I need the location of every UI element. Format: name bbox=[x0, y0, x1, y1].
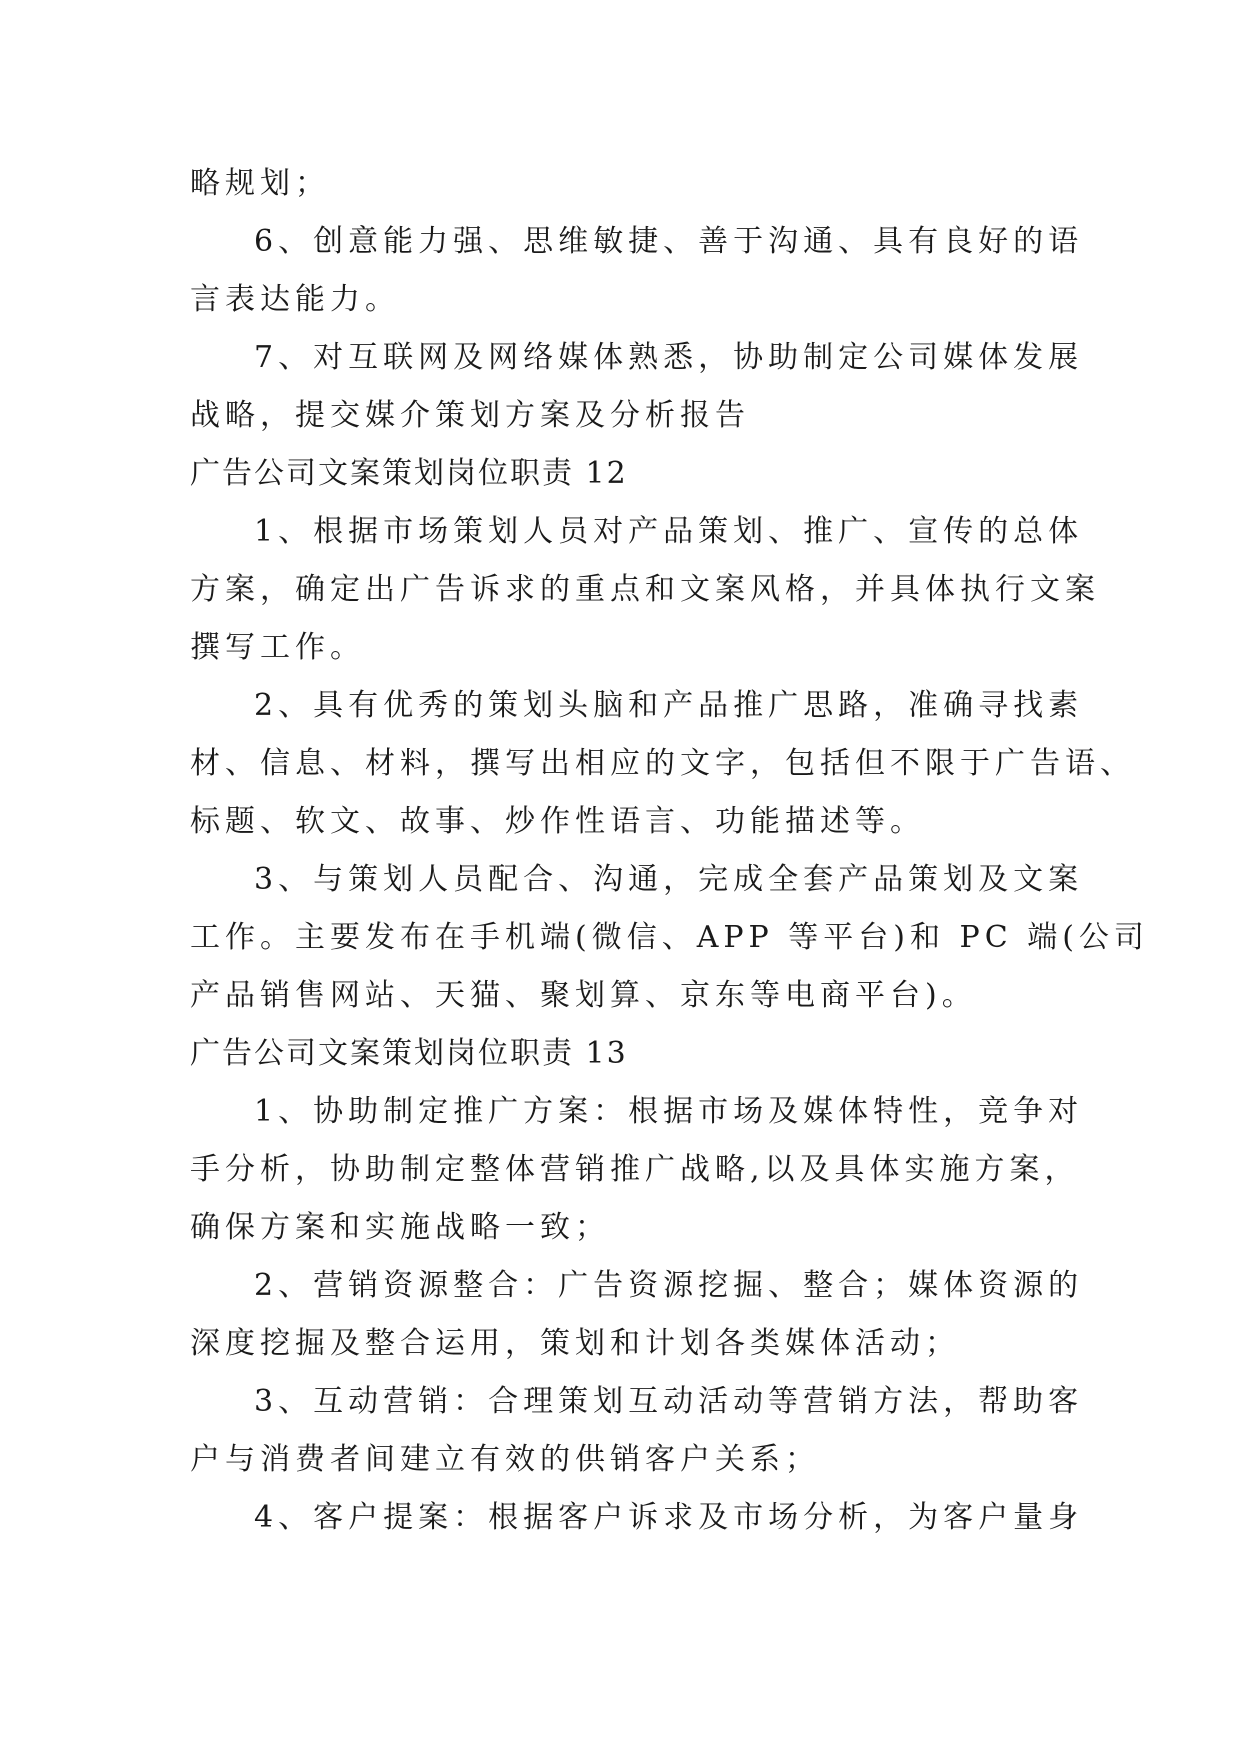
paragraph-line: 言表达能力。 bbox=[190, 282, 400, 317]
document-body bbox=[190, 155, 1149, 1547]
paragraph-line: 撰写工作。 bbox=[190, 630, 365, 665]
paragraph-line: 略规划； bbox=[190, 166, 330, 201]
paragraph-line: 手分析，协助制定整体营销推广战略,以及具体实施方案， bbox=[190, 1152, 1080, 1187]
paragraph-line: 确保方案和实施战略一致； bbox=[190, 1210, 610, 1245]
section-heading: 广告公司文案策划岗位职责 13 bbox=[190, 1036, 628, 1071]
list-item-line: 1、协助制定推广方案：根据市场及媒体特性，竞争对 bbox=[254, 1094, 1084, 1129]
paragraph-line: 标题、软文、故事、炒作性语言、功能描述等。 bbox=[190, 804, 925, 839]
list-item-line: 3、与策划人员配合、沟通，完成全套产品策划及文案 bbox=[254, 862, 1084, 897]
list-item-line: 4、客户提案：根据客户诉求及市场分析，为客户量身 bbox=[254, 1500, 1084, 1535]
paragraph-line: 产品销售网站、天猫、聚划算、京东等电商平台)。 bbox=[190, 978, 977, 1013]
list-item-line: 2、营销资源整合：广告资源挖掘、整合；媒体资源的 bbox=[254, 1268, 1084, 1303]
paragraph-line: 方案，确定出广告诉求的重点和文案风格，并具体执行文案 bbox=[190, 572, 1100, 607]
paragraph-line: 深度挖掘及整合运用，策划和计划各类媒体活动； bbox=[190, 1326, 960, 1361]
paragraph-line: 户与消费者间建立有效的供销客户关系； bbox=[190, 1442, 820, 1477]
paragraph-line: 材、信息、材料，撰写出相应的文字，包括但不限于广告语、 bbox=[190, 746, 1135, 781]
section-heading: 广告公司文案策划岗位职责 12 bbox=[190, 456, 628, 491]
list-item-line: 3、互动营销：合理策划互动活动等营销方法，帮助客 bbox=[254, 1384, 1084, 1419]
list-item-line: 2、具有优秀的策划头脑和产品推广思路，准确寻找素 bbox=[254, 688, 1084, 723]
list-item-line: 1、根据市场策划人员对产品策划、推广、宣传的总体 bbox=[254, 514, 1084, 549]
list-item-line: 6、创意能力强、思维敏捷、善于沟通、具有良好的语 bbox=[254, 224, 1084, 259]
paragraph-line: 工作。主要发布在手机端(微信、APP 等平台)和 PC 端(公司 bbox=[190, 920, 1149, 955]
paragraph-line: 战略，提交媒介策划方案及分析报告 bbox=[190, 398, 750, 433]
list-item-line: 7、对互联网及网络媒体熟悉，协助制定公司媒体发展 bbox=[254, 340, 1084, 375]
